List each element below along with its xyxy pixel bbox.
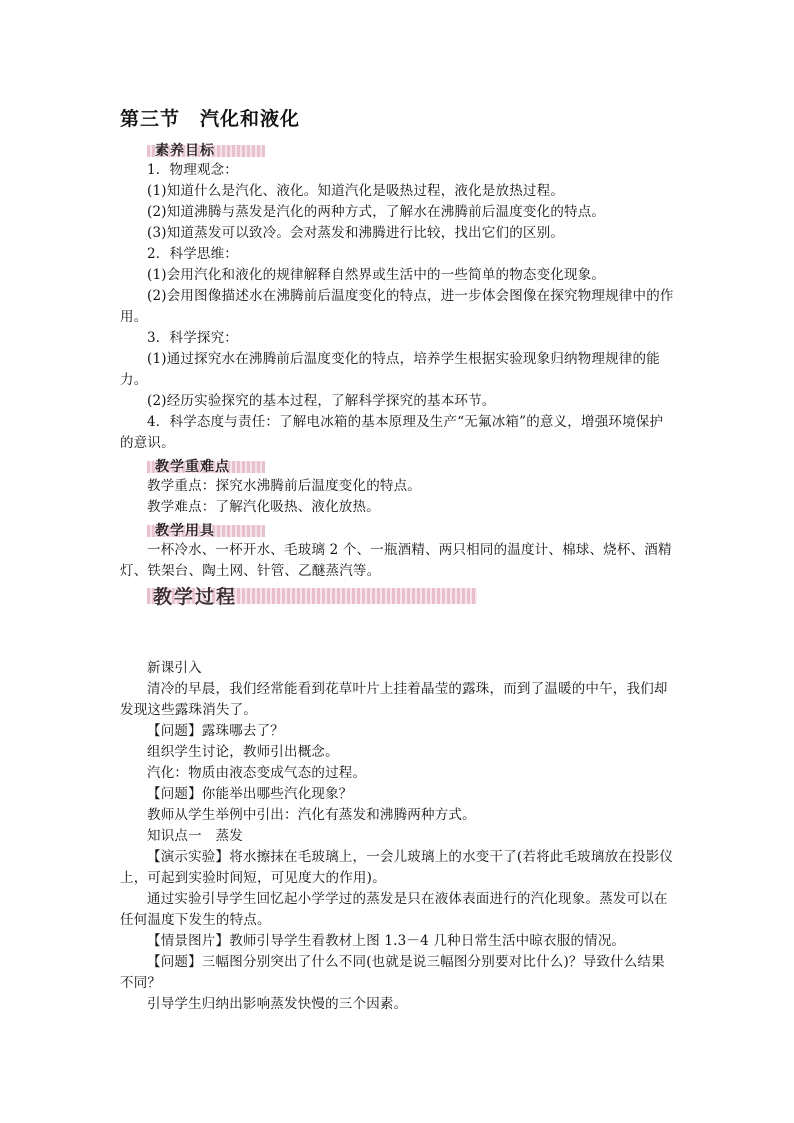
goal-line: (2)经历实验探究的基本过程，了解科学探究的基本环节。 [147, 393, 496, 409]
section-name: 汽化和液化 [200, 108, 301, 130]
process-line: 引导学生归纳出影响蒸发快慢的三个因素。 [147, 996, 408, 1012]
goal-line: 1．物理观念： [147, 162, 238, 178]
section-number: 第三节 [120, 108, 181, 130]
process-line: 【情景图片】教师引导学生看教材上图 1.3－4 几种日常生活中晾衣服的情况。 [147, 933, 626, 949]
process-line: 汽化：物质由液态变成气态的过程。 [147, 765, 367, 781]
process-line: 【演示实验】将水擦抹在毛玻璃上，一会儿玻璃上的水变干了(若将此毛玻璃放在投影仪上，可起到实验时间短，可见度大的作用)。 [120, 849, 674, 886]
goals-banner [147, 140, 327, 159]
goal-line: 4．科学态度与责任：了解电冰箱的基本原理及生产“无氟冰箱”的意义，增强环境保护的意识。 [120, 414, 664, 451]
process-line: 知识点一 蒸发 [147, 828, 243, 844]
key-point-line: 教学重点：探究水沸腾前后温度变化的特点。 [147, 478, 421, 494]
process-line: 新课引入 [147, 660, 202, 676]
key-points-heading: 教学重难点 [155, 459, 230, 475]
key-points-banner [147, 456, 327, 475]
process-line: 【问题】三幅图分别突出了什么不同(也就是说三幅图分别要对比什么)？导致什么结果不同？ [120, 954, 665, 991]
process-line: 【问题】露珠哪去了？ [147, 723, 284, 739]
process-line: 通过实验引导学生回忆起小学学过的蒸发是只在液体表面进行的汽化现象。蒸发可以在任何温度下发生的特点。 [120, 891, 668, 928]
process-section [120, 658, 676, 1015]
section-title [120, 104, 300, 131]
goal-line: (3)知道蒸发可以致冷。会对蒸发和沸腾进行比较，找出它们的区别。 [147, 225, 565, 241]
goals-section [120, 138, 676, 582]
goal-line: (1)会用汽化和液化的规律解释自然界或生活中的一些简单的物态变化现象。 [147, 267, 606, 283]
goal-line: (2)会用图像描述水在沸腾前后温度变化的特点，进一步体会图像在探究物理规律中的作用。 [120, 288, 674, 325]
process-heading: 教学过程 [153, 586, 238, 608]
goal-line: 2．科学思维： [147, 246, 238, 262]
goal-line: 3．科学探究： [147, 330, 238, 346]
key-point-line: 教学难点：了解汽化吸热、液化放热。 [147, 499, 380, 515]
goal-line: (1)知道什么是汽化、液化。知道汽化是吸热过程，液化是放热过程。 [147, 183, 565, 199]
goal-line: (2)知道沸腾与蒸发是汽化的两种方式，了解水在沸腾前后温度变化的特点。 [147, 204, 606, 220]
goals-heading: 素养目标 [155, 143, 215, 159]
tools-line: 一杯冷水、一杯开水、毛玻璃 2 个、一瓶酒精、两只相同的温度计、棉球、烧杯、酒精灯、铁架台、陶土网、针管、乙醚蒸汽等。 [120, 542, 672, 579]
process-line: 组织学生讨论，教师引出概念。 [147, 744, 339, 760]
tools-heading: 教学用具 [155, 523, 215, 539]
process-line: 教师从学生举例中引出：汽化有蒸发和沸腾两种方式。 [147, 807, 476, 823]
process-line: 清冷的早晨，我们经常能看到花草叶片上挂着晶莹的露珠，而到了温暖的中午，我们却发现这些露珠消失了。 [120, 681, 668, 718]
goal-line: (1)通过探究水在沸腾前后温度变化的特点，培养学生根据实验现象归纳物理规律的能力。 [120, 351, 660, 388]
process-line: 【问题】你能举出哪些汽化现象？ [147, 786, 353, 802]
process-banner [147, 582, 477, 610]
tools-banner [147, 520, 327, 539]
